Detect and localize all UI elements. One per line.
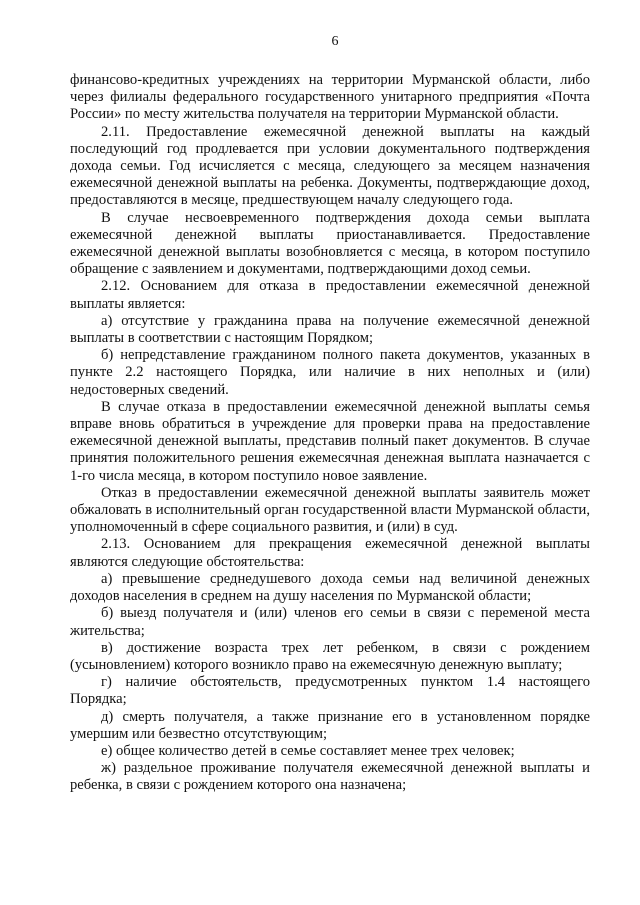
paragraph: б) непредставление гражданином полного пакета документов, указанных в пункте 2.2 настоящего Порядка, или наличие в них неполных и (или) недостоверных сведений. bbox=[70, 347, 590, 398]
paragraph: е) общее количество детей в семье составляет менее трех человек; bbox=[101, 742, 515, 759]
paragraph: а) отсутствие у гражданина права на получение ежемесячной денежной выплаты в соответствии с настоящим Порядком; bbox=[70, 312, 590, 347]
paragraph: б) выезд получателя и (или) членов его семьи в связи с переменой места жительства; bbox=[70, 605, 590, 639]
paragraph: 2.12. Основанием для отказа в предоставлении ежемесячной денежной выплаты является: bbox=[70, 278, 590, 312]
paragraph: 2.13. Основанием для прекращения ежемесячной денежной выплаты являются следующие обстоятельства: bbox=[70, 536, 590, 570]
paragraph: ж) раздельное проживание получателя ежемесячной денежной выплаты и ребенка, в связи с рождением которого она назначена; bbox=[70, 760, 590, 794]
paragraph: В случае отказа в предоставлении ежемесячной денежной выплаты семья вправе вновь обратиться в учреждение для проверки права на предоставление ежемесячной денежной выплаты, представив полный пакет документов. В случае принятия положительного решения ежемесячная денежная выплата назначается с 1-го числа месяца, в котором поступило новое заявление. bbox=[70, 398, 590, 484]
paragraph: г) наличие обстоятельств, предусмотренных пунктом 1.4 настоящего Порядка; bbox=[70, 674, 590, 708]
document-body bbox=[70, 72, 590, 795]
page-number: 6 bbox=[331, 34, 339, 49]
paragraph: В случае несвоевременного подтверждения дохода семьи выплата ежемесячной денежной выплаты приостанавливается. Предоставление ежемесячной денежной выплаты возобновляется с месяца, в котором поступило обращение с заявлением и документами, подтверждающими доход семьи. bbox=[70, 209, 590, 278]
paragraph: д) смерть получателя, а также признание его в установленном порядке умершим или безвестно отсутствующим; bbox=[70, 708, 590, 742]
paragraph: а) превышение среднедушевого дохода семьи над величиной денежных доходов населения в среднем на душу населения по Мурманской области; bbox=[70, 570, 590, 605]
paragraph: финансово-кредитных учреждениях на территории Мурманской области, либо через филиалы федерального государственного унитарного предприятия «Почта России» по месту жительства получателя на территории Мурманской области. bbox=[70, 72, 590, 123]
paragraph: 2.11. Предоставление ежемесячной денежной выплаты на каждый последующий год продлевается при условии документального подтверждения дохода семьи. Год исчисляется с месяца, следующего за месяцем назначения ежемесячной денежной выплаты на ребенка. Документы, подтверждающие доход, предоставляются в месяце, предшествующем началу следующего года. bbox=[70, 123, 590, 209]
paragraph: Отказ в предоставлении ежемесячной денежной выплаты заявитель может обжаловать в исполнительный орган государственной власти Мурманской области, уполномоченный в сфере социального развития, и (или) в суд. bbox=[70, 484, 590, 536]
paragraph: в) достижение возраста трех лет ребенком, в связи с рождением (усыновлением) которого возникло право на ежемесячную денежную выплату; bbox=[70, 639, 590, 673]
